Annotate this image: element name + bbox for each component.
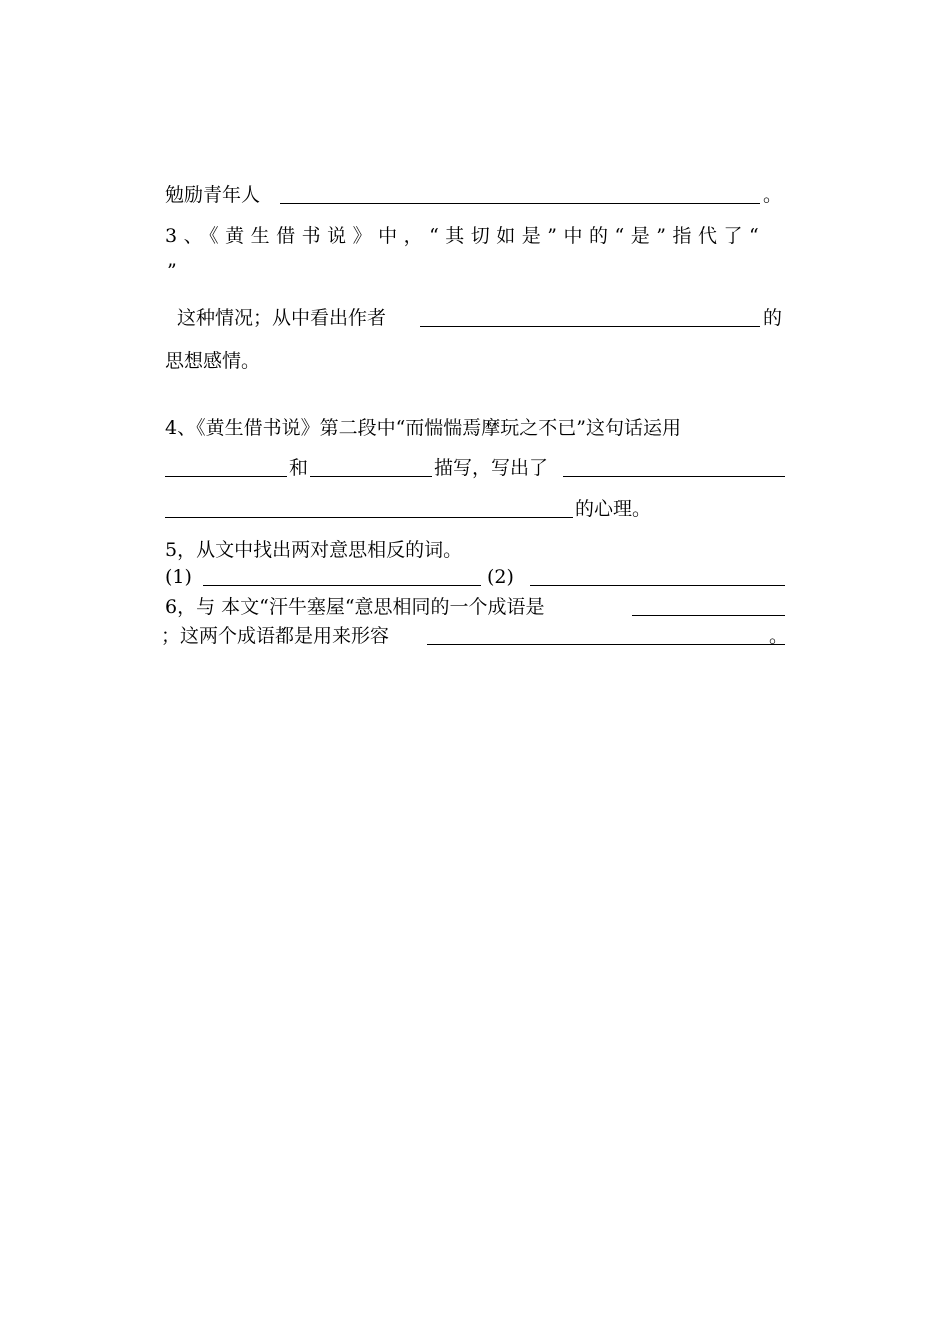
q3-suffix: 的 bbox=[763, 307, 783, 329]
q3-line-2 bbox=[165, 259, 785, 283]
q3-prefix: 这种情况；从中看出作者 bbox=[177, 307, 387, 329]
q4-line-2 bbox=[165, 456, 785, 480]
q2-answer-blank[interactable] bbox=[280, 203, 760, 204]
q6-suffix: 。 bbox=[769, 625, 789, 647]
q2-suffix: 。 bbox=[763, 184, 783, 206]
q5-answer-blank-2[interactable] bbox=[530, 585, 785, 586]
q5-line-1 bbox=[165, 538, 785, 562]
q3-line-1 bbox=[165, 224, 785, 248]
q4-question-text: 4、《黄生借书说》第二段中“而惴惴焉摩玩之不已”这句话运用 bbox=[165, 417, 682, 439]
q6-line-2 bbox=[161, 624, 789, 648]
q4-answer-blank-3[interactable] bbox=[563, 476, 785, 477]
q6-line-1 bbox=[165, 595, 785, 619]
q3-line-3 bbox=[165, 306, 785, 330]
q3-answer-blank[interactable] bbox=[420, 326, 760, 327]
q5-line-2 bbox=[165, 565, 785, 589]
q3-tail: 思想感情。 bbox=[165, 350, 261, 372]
q3-question-text: 3、《黄生借书说》中，“其切如是”中的“是”指代了“ bbox=[165, 225, 766, 247]
q6-answer-blank-1[interactable] bbox=[632, 615, 785, 616]
q5-question-text: 5，从文中找出两对意思相反的词。 bbox=[165, 539, 463, 561]
q2-prefix: 勉励青年人 bbox=[165, 184, 261, 206]
q3-line-4 bbox=[165, 349, 785, 373]
q4-conjunction: 和 bbox=[289, 457, 309, 479]
q4-line-3 bbox=[165, 497, 785, 521]
q2-line bbox=[165, 183, 785, 207]
q4-suffix: 的心理。 bbox=[575, 498, 652, 520]
q5-label-2: (2) bbox=[487, 566, 514, 588]
q6-answer-blank-2[interactable] bbox=[427, 644, 785, 645]
q4-answer-blank-2[interactable] bbox=[310, 476, 432, 477]
q4-answer-blank-1[interactable] bbox=[165, 476, 287, 477]
q3-closing-quote: ” bbox=[167, 260, 177, 282]
q6-prefix: ；这两个成语都是用来形容 bbox=[161, 625, 390, 647]
q4-answer-blank-3-cont[interactable] bbox=[165, 517, 573, 518]
q5-label-1: (1) bbox=[165, 566, 192, 588]
q6-question-text: 6，与 本文“汗牛塞屋“意思相同的一个成语是 bbox=[165, 596, 545, 618]
q4-line-1 bbox=[165, 416, 785, 440]
q4-middle-text: 描写，写出了 bbox=[434, 457, 549, 479]
q5-answer-blank-1[interactable] bbox=[203, 585, 481, 586]
